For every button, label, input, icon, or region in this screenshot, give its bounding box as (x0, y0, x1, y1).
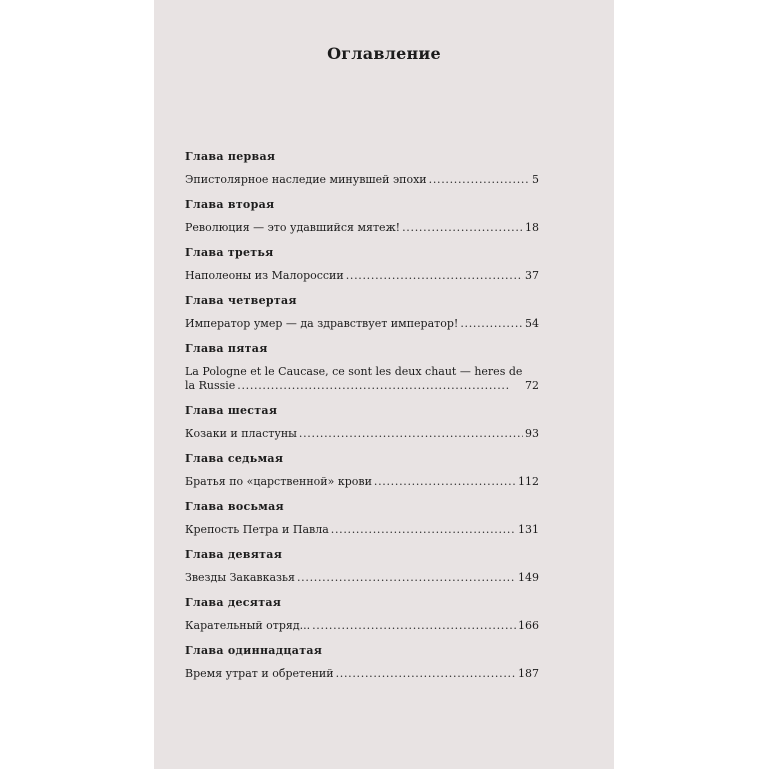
dot-leader (374, 475, 516, 489)
toc-entry (185, 427, 539, 452)
chapter-heading: Глава первая (185, 150, 276, 163)
page-number: 37 (525, 269, 539, 282)
toc-entry (185, 619, 539, 644)
toc-entry (185, 667, 539, 692)
entry-title: Крепость Петра и Павла (185, 523, 329, 536)
table-of-contents (185, 150, 539, 692)
toc-entry (185, 269, 539, 294)
toc-entry (185, 475, 539, 500)
dot-leader (297, 571, 516, 585)
chapter-heading: Глава шестая (185, 404, 278, 417)
page-title: Оглавление (327, 44, 441, 63)
dot-leader (237, 379, 523, 393)
entry-title: Император умер — да здравствует император! (185, 317, 459, 330)
entry-title: Эпистолярное наследие минувшей эпохи (185, 173, 427, 186)
entry-title: Звезды Закавказья (185, 571, 295, 584)
page-number: 5 (532, 173, 539, 186)
chapter-heading: Глава одиннадцатая (185, 644, 323, 657)
page-number: 54 (525, 317, 539, 330)
dot-leader (346, 269, 523, 283)
entry-title: Революция — это удавшийся мятеж! (185, 221, 401, 234)
chapter-heading: Глава третья (185, 246, 274, 259)
chapter-heading: Глава пятая (185, 342, 268, 355)
chapter-heading: Глава четвертая (185, 294, 297, 307)
entry-title-line1: La Pologne et le Caucase, ce sont les deux chaut — heres de (185, 365, 523, 378)
dot-leader (312, 619, 516, 633)
toc-entry (185, 571, 539, 596)
entry-title: Братья по «царственной» крови (185, 475, 372, 488)
page-number: 131 (518, 523, 539, 536)
dot-leader (331, 523, 516, 537)
chapter-heading: Глава девятая (185, 548, 283, 561)
dot-leader (336, 667, 516, 681)
page-number: 93 (525, 427, 539, 440)
toc-entry (185, 523, 539, 548)
book-page (154, 0, 614, 769)
page-number: 149 (518, 571, 539, 584)
dot-leader (402, 221, 523, 235)
chapter-heading: Глава восьмая (185, 500, 284, 513)
chapter-heading: Глава вторая (185, 198, 275, 211)
toc-entry (185, 221, 539, 246)
page-number: 187 (518, 667, 539, 680)
dot-leader (460, 317, 523, 331)
dot-leader (299, 427, 523, 441)
toc-entry (185, 317, 539, 342)
page-number: 112 (518, 475, 539, 488)
entry-line2 (185, 379, 539, 393)
page-number: 18 (525, 221, 539, 234)
entry-title-line2: la Russie (185, 379, 236, 392)
page-number: 166 (518, 619, 539, 632)
page-number: 72 (525, 379, 539, 392)
chapter-heading: Глава седьмая (185, 452, 284, 465)
entry-title: Наполеоны из Малороссии (185, 269, 344, 282)
entry-title: Время утрат и обретений (185, 667, 334, 680)
chapter-heading: Глава десятая (185, 596, 282, 609)
toc-entry (185, 173, 539, 198)
toc-entry (185, 365, 539, 404)
entry-title: Карательный отряд... (185, 619, 311, 632)
dot-leader (429, 173, 530, 187)
entry-title: Козаки и пластуны (185, 427, 297, 440)
